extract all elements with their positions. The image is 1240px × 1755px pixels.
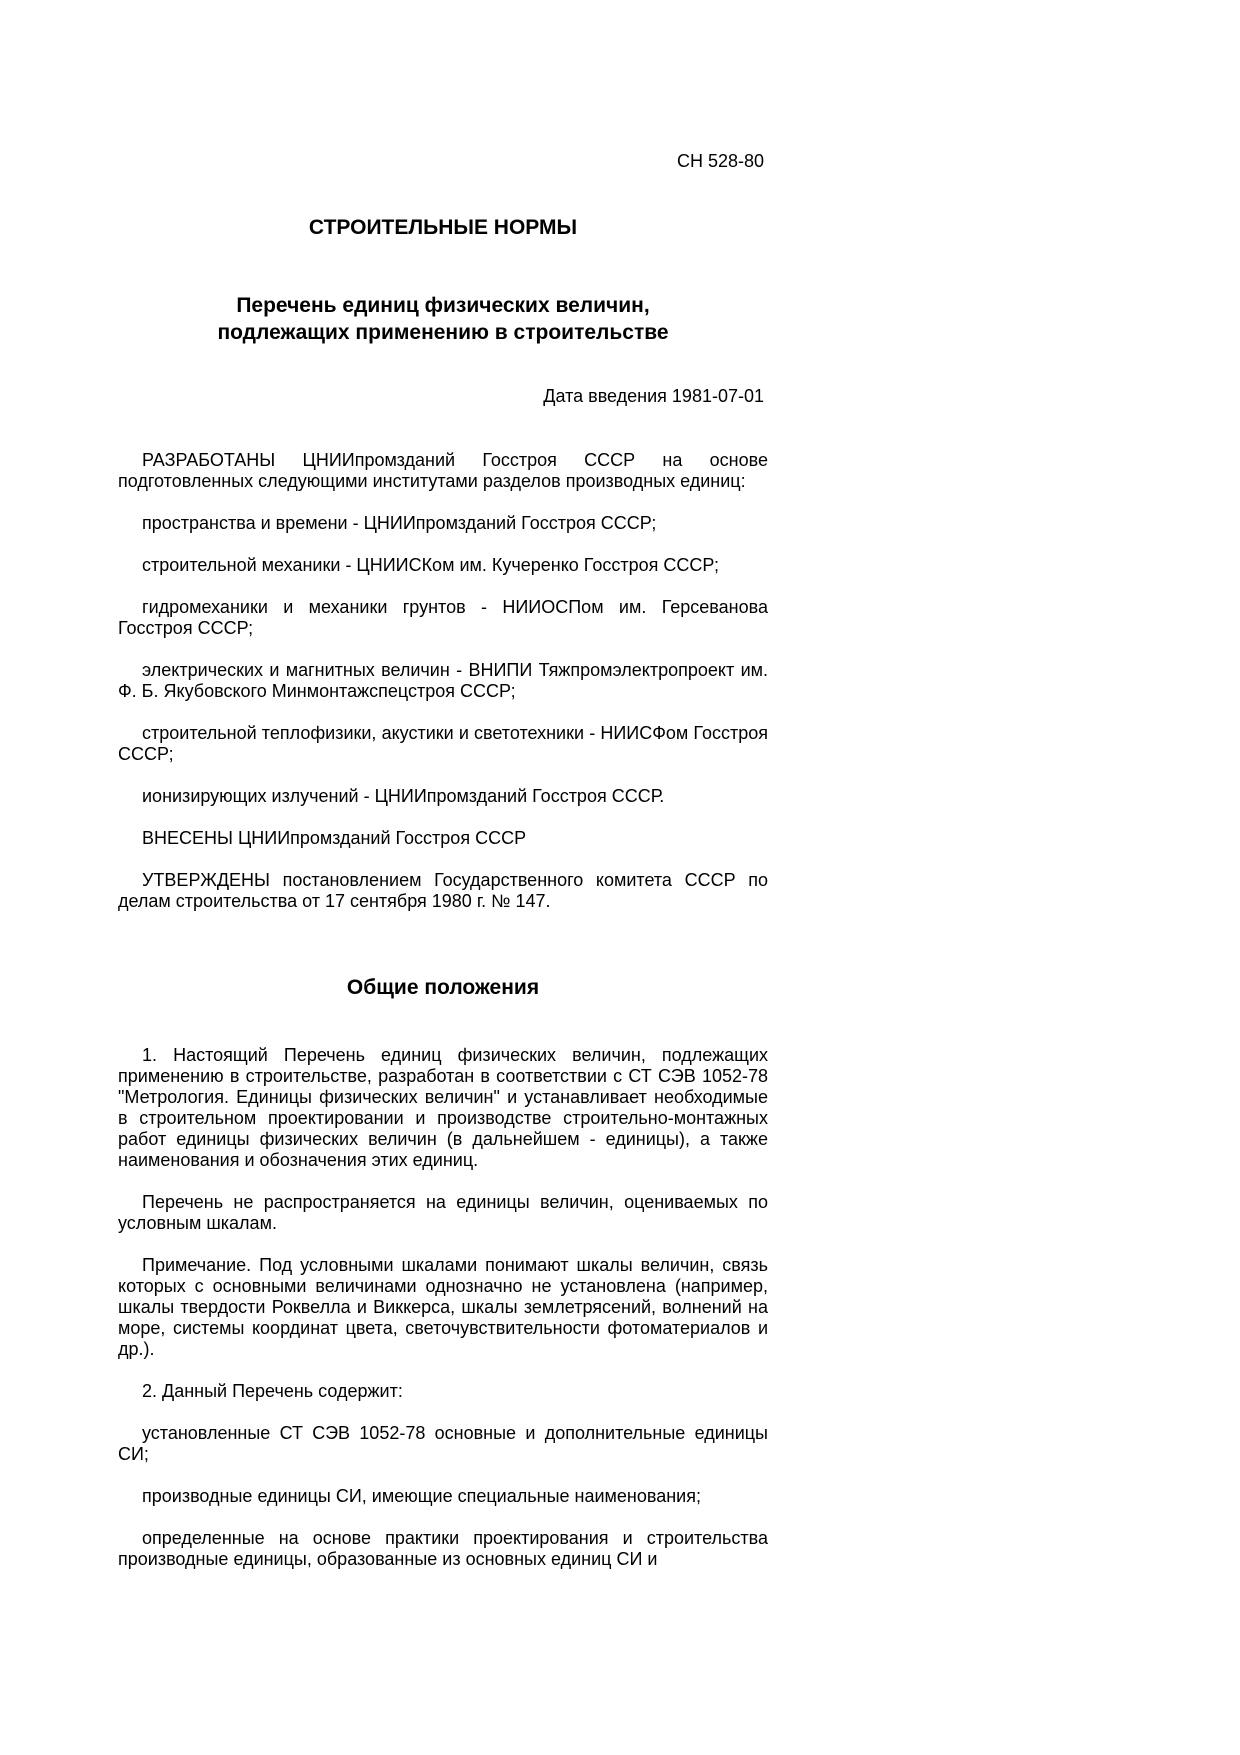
section-paragraph: 1. Настоящий Перечень единиц физических величин, подлежащих применению в строительстве, разработан в соответствии с СТ СЭВ 1052-78 "Метрология. Единицы физических величин" и устанавливает необходимые в строительном проектировании и производстве строительно-монтажных работ единицы физических величин (в дальнейшем - единицы), а также наименования и обозначения этих единиц. xyxy=(118,1045,768,1170)
credits-paragraph: УТВЕРЖДЕНЫ постановлением Государственного комитета СССР по делам строительства от 17 сентября 1980 г. № 147. xyxy=(118,870,768,911)
section-paragraph: производные единицы СИ, имеющие специальные наименования; xyxy=(142,1486,701,1506)
credits-paragraph: строительной механики - ЦНИИСКом им. Кучеренко Госстроя СССР; xyxy=(142,555,719,575)
credits-paragraph: гидромеханики и механики грунтов - НИИОСПом им. Герсеванова Госстроя СССР; xyxy=(118,597,768,638)
credits-block xyxy=(118,450,768,912)
document-code: СН 528-80 xyxy=(676,151,764,171)
section-paragraph: определенные на основе практики проектирования и строительства производные единицы, образованные из основных единиц СИ и xyxy=(118,1528,768,1569)
subtitle-line: подлежащих применению в строительстве xyxy=(217,321,669,344)
credits-paragraph: ВНЕСЕНЫ ЦНИИпромзданий Госстроя СССР xyxy=(142,828,527,848)
section-title: Общие положения xyxy=(346,976,540,999)
credits-paragraph: пространства и времени - ЦНИИпромзданий Госстроя СССР; xyxy=(142,513,657,533)
section-paragraph: установленные СТ СЭВ 1052-78 основные и дополнительные единицы СИ; xyxy=(118,1423,768,1464)
document-subtitle xyxy=(118,292,768,346)
document-title: СТРОИТЕЛЬНЫЕ НОРМЫ xyxy=(308,216,578,239)
credits-paragraph: строительной теплофизики, акустики и светотехники - НИИСФом Госстроя СССР; xyxy=(118,723,768,764)
effective-date: Дата введения 1981-07-01 xyxy=(543,386,764,406)
credits-paragraph: ионизирующих излучений - ЦНИИпромзданий Госстроя СССР. xyxy=(142,786,665,806)
credits-paragraph: электрических и магнитных величин - ВНИПИ Тяжпромэлектропроект им. Ф. Б. Якубовского Минмонтажспецстроя СССР; xyxy=(118,660,768,701)
section-paragraph: Перечень не распространяется на единицы величин, оцениваемых по условным шкалам. xyxy=(118,1192,768,1233)
credits-paragraph: РАЗРАБОТАНЫ ЦНИИпромзданий Госстроя СССР на основе подготовленных следующими институтами разделов производных единиц: xyxy=(118,450,768,491)
general-provisions-block xyxy=(118,1045,768,1570)
section-paragraph: 2. Данный Перечень содержит: xyxy=(142,1381,403,1401)
subtitle-line: Перечень единиц физических величин, xyxy=(236,294,650,317)
section-paragraph: Примечание. Под условными шкалами понимают шкалы величин, связь которых с основными величинами однозначно не установлена (например, шкалы твердости Роквелла и Виккерса, шкалы землетрясений, волнений на море, системы координат цвета, светочувствительности фотоматериалов и др.). xyxy=(118,1255,768,1359)
